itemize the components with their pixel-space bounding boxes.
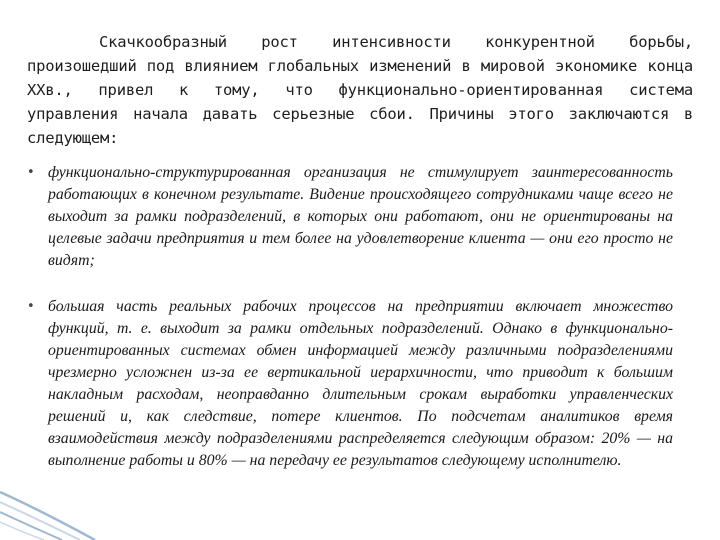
intro-paragraph: Скачкообразный рост интенсивности конкурентной борьбы, произошедший под влиянием глобальных изменений в мировой экономике конца XXв., привел к тому, что функционально-ориентированная система управления начала давать серьезные сбои. Причины этого заключаются в следующем: — [27, 33, 693, 147]
bullet-marker-icon: • — [27, 299, 35, 314]
bullet-list — [27, 162, 673, 472]
corner-stripe-4 — [0, 522, 44, 540]
bullet-text-1: функционально-структурированная организация не стимулирует заинтересованность работающих в конечном результате. Видение происходящего сотрудниками чаще всего не выходит за рамки подразделений, в которых они работают, они не ориентированы на целевые задачи предприятия и тем более на удовлетворение клиента — они его просто не видят; — [48, 164, 673, 269]
bullet-marker-icon: • — [27, 165, 35, 180]
bullet-item-1 — [27, 162, 673, 272]
bullet-text-2: большая часть реальных рабочих процессов на предприятии включает множество функций, т. е. выходит за рамки отдельных подразделений. Однако в функционально-ориентированных системах обмен информацией между различными подразделениями чрезмерно усложнен из-за ее вертикальной иерархичности, что приводит к большим накладным расходам, неоправданно длительным срокам выработки управленческих решений и, как следствие, потере клиентов. По подсчетам аналитиков время взаимодействия между подразделениями распределяется следующим образом: 20% — на выполнение работы и 80% — на передачу ее результатов следующему исполнителю. — [48, 298, 673, 469]
corner-stripe-2 — [0, 502, 80, 540]
corner-decoration — [0, 430, 150, 540]
